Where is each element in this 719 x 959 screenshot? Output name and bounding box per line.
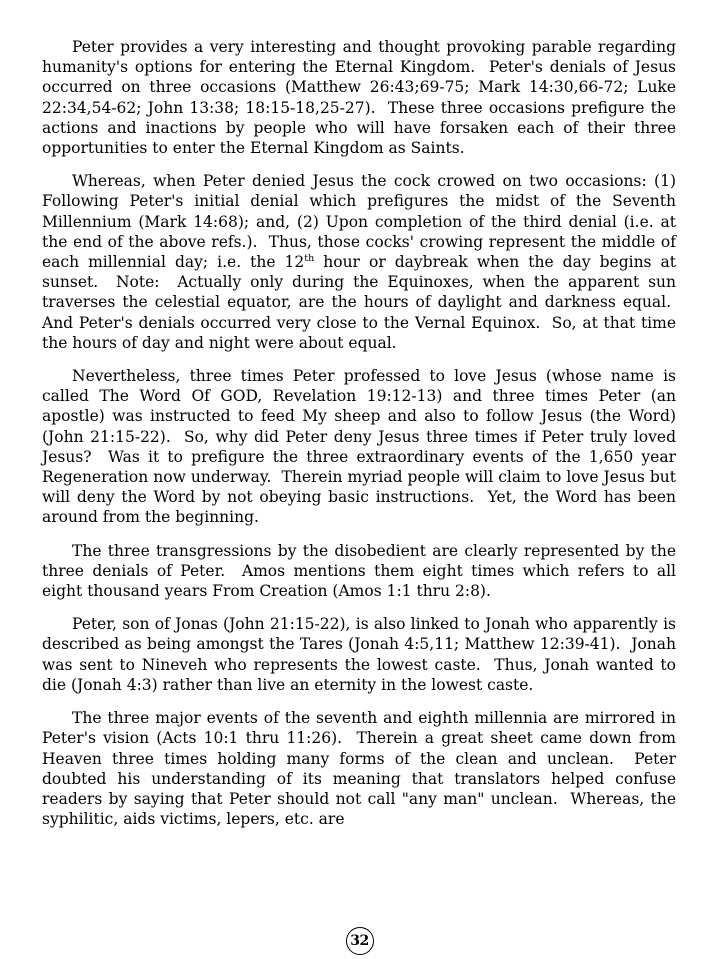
paragraph-5-text: Peter, son of Jonas (John 21:15-22), is also linked to Jonah who apparently is described as being amongst the Tares (Jonah 4:5,11; Matthew 12:39-41). Jonah was sent to Nineveh who represents the lowest caste. Thus, Jonah wanted to die (Jonah 4:3) rather than live an eternity in the lowest caste. — [42, 615, 676, 694]
paragraph-3-text: Nevertheless, three times Peter professed to love Jesus (whose name is called The Word Of GOD, Revelation 19:12-13) and three times Peter (an apostle) was instructed to feed My sheep and also to follow Jesus (the Word) (John 21:15-22). So, why did Peter deny Jesus three times if Peter truly loved Jesus? Was it to prefigure the three extraordinary events of the 1,650 year Regeneration now underway. Therein myriad people will claim to love Jesus but will deny the Word by not obeying basic instructions. Yet, the Word has been around from the beginning. — [42, 367, 676, 527]
paragraph-6-text: The three major events of the seventh and eighth millennia are mirrored in Peter's vision (Acts 10:1 thru 11:26). Therein a great sheet came down from Heaven three times holding many forms of the clean and unclean. Peter doubted his understanding of its meaning that translators helped confuse readers by saying that Peter should not call "any man" unclean. Whereas, the syphilitic, aids victims, lepers, etc. are — [42, 709, 676, 829]
paragraph-2 — [42, 171, 676, 353]
paragraph-2-text-b: hour or daybreak when the day begins at sunset. Note: Actually only during the Equinoxes, when the apparent sun traverses the celestial equator, are the hours of daylight and darkness equal. And Peter's denials occurred very close to the Vernal Equinox. So, at that time the hours of day and night were about equal. — [42, 253, 677, 352]
paragraph-2-text-a: Whereas, when Peter denied Jesus the cock crowed on two occasions: (1) Following Peter's initial denial which prefigures the midst of the Seventh Millennium (Mark 14:68); and, (2) Upon completion of the third denial (i.e. at the end of the above refs.). Thus, those cocks' crowing represent the middle of each millennial day; i.e. the 12 — [42, 172, 676, 272]
paragraph-4-text: The three transgressions by the disobedient are clearly represented by the three denials of Peter. Amos mentions them eight times which refers to all eight thousand years From Creation (Amos 1:1 thru 2:8). — [42, 541, 676, 601]
paragraph-3 — [42, 366, 676, 528]
paragraph-1-text: Peter provides a very interesting and thought provoking parable regarding humanity's options for entering the Eternal Kingdom. Peter's denials of Jesus occurred on three occasions (Matthew 26:43;69-75; Mark 14:30,66-72; Luke 22:34,54-62; John 13:38; 18:15-18,25-27). These three occasions prefigure the actions and inactions by people who will have forsaken each of their three opportunities to enter the Eternal Kingdom as Saints. — [42, 38, 676, 158]
page-number: 32 — [350, 933, 369, 949]
paragraph-5 — [42, 614, 676, 695]
paragraph-1 — [42, 37, 676, 158]
paragraph-4 — [42, 541, 676, 602]
paragraph-6 — [42, 708, 676, 829]
superscript-ordinal-th: th — [304, 252, 315, 264]
page-number-badge — [346, 927, 374, 955]
